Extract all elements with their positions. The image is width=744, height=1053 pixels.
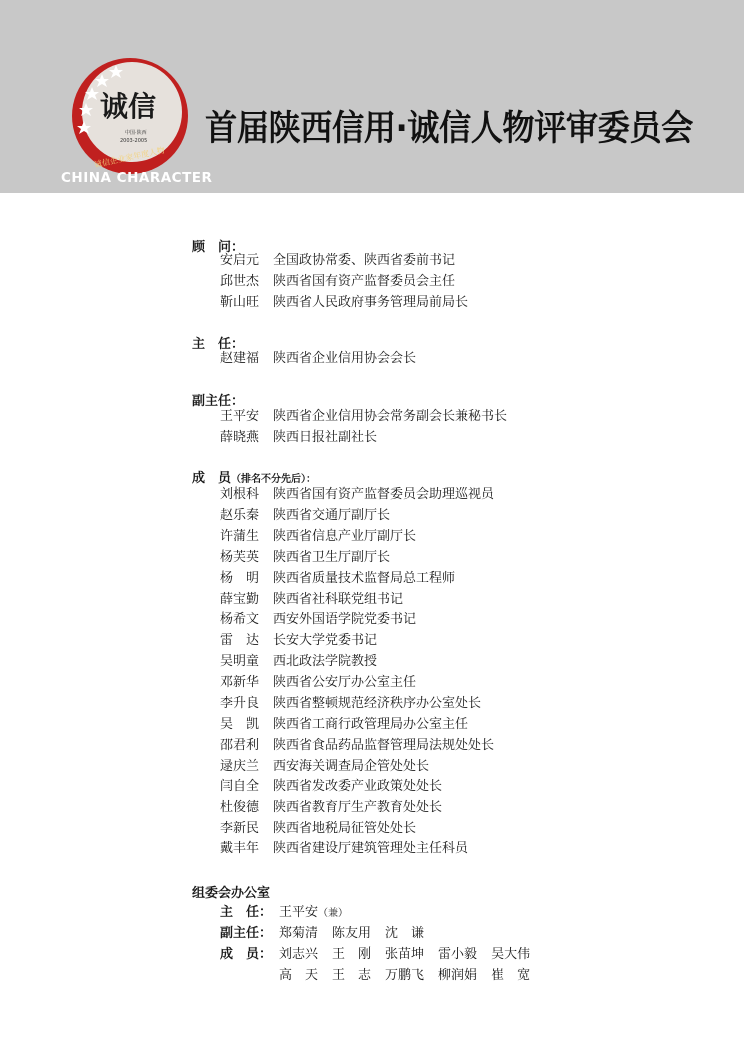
member-title: 西安海关调查局企管处处长 <box>273 759 430 774</box>
member-name: 薛宝勤 <box>220 592 260 607</box>
member-name: 吴 凯 <box>220 717 260 732</box>
member-name: 杨芙英 <box>220 550 260 565</box>
member-title: 西北政法学院教授 <box>273 654 378 669</box>
office-person: 柳润娟 <box>438 968 478 983</box>
list-item <box>220 778 442 796</box>
office-person: 吴大伟 <box>491 947 531 962</box>
member-name: 王平安 <box>220 409 260 424</box>
office-person: 陈友用 <box>332 926 372 941</box>
member-name: 靳山旺 <box>220 295 260 310</box>
office-person: 雷小毅 <box>438 947 478 962</box>
office-role-label: 主 任： <box>220 905 273 920</box>
section-label-advisors: 顾 问： <box>192 240 245 255</box>
member-name: 杜俊德 <box>220 800 260 815</box>
member-name: 逯庆兰 <box>220 759 260 774</box>
member-name: 安启元 <box>220 253 260 268</box>
member-title: 陕西省教育厅生产教育处处长 <box>273 800 443 815</box>
member-title: 陕西省信息产业厅副厅长 <box>273 529 417 544</box>
member-title: 陕西省发改委产业政策处处长 <box>273 779 443 794</box>
member-title: 陕西省工商行政管理局办公室主任 <box>273 717 469 732</box>
list-item <box>220 429 377 447</box>
list-item <box>220 591 403 609</box>
office-director-name: 王平安 <box>279 905 319 920</box>
list-item <box>220 252 455 270</box>
member-title: 陕西省公安厅办公室主任 <box>273 675 417 690</box>
list-item <box>220 716 468 734</box>
member-title: 陕西省国有资产监督委员会助理巡视员 <box>273 487 495 502</box>
member-title: 陕西省社科联党组书记 <box>273 592 404 607</box>
office-person: 张苗坤 <box>385 947 425 962</box>
member-title: 陕西省食品药品监督管理局法规处处长 <box>273 738 495 753</box>
office-person: 崔 宽 <box>491 968 531 983</box>
member-name: 赵乐秦 <box>220 508 260 523</box>
list-item <box>220 294 468 312</box>
member-name: 杨 明 <box>220 571 260 586</box>
member-name: 邓新华 <box>220 675 260 690</box>
office-person: 沈 谦 <box>385 926 425 941</box>
list-item <box>220 632 377 650</box>
logo-caption: CHINA CHARACTER <box>61 170 213 186</box>
member-name: 杨希文 <box>220 612 260 627</box>
list-item <box>220 408 507 426</box>
logo-seal-icon <box>70 56 190 176</box>
member-name: 邵君利 <box>220 738 260 753</box>
office-person: 万鹏飞 <box>385 968 425 983</box>
member-title: 陕西省交通厅副厅长 <box>273 508 391 523</box>
member-title: 陕西省整顿规范经济秩序办公室处长 <box>273 696 482 711</box>
office-person: 高 天 <box>279 968 319 983</box>
office-members-row-2 <box>220 967 544 985</box>
office-person: 王 志 <box>332 968 372 983</box>
logo-arc-text: 诚信企业家年度人物 <box>93 145 166 170</box>
list-item <box>220 820 416 838</box>
member-title: 西安外国语学院党委书记 <box>273 612 417 627</box>
list-item <box>220 653 377 671</box>
logo-small-text-2: 2003-2005 <box>120 138 148 144</box>
member-name: 李升良 <box>220 696 260 711</box>
list-item <box>220 611 416 629</box>
section-label-director: 主 任： <box>192 337 245 352</box>
member-title: 陕西省企业信用协会常务副会长兼秘书长 <box>273 409 508 424</box>
section-label-members <box>192 467 316 486</box>
member-name: 雷 达 <box>220 633 260 648</box>
list-item <box>220 799 442 817</box>
member-title: 陕西省人民政府事务管理局前局长 <box>273 295 469 310</box>
logo-text: 诚信 <box>100 90 157 123</box>
member-title: 陕西日报社副社长 <box>273 430 378 445</box>
member-name: 戴丰年 <box>220 841 260 856</box>
list-item <box>220 570 455 588</box>
member-name: 许蒲生 <box>220 529 260 544</box>
office-role-label: 副主任： <box>220 926 273 941</box>
member-title: 陕西省地税局征管处处长 <box>273 821 417 836</box>
list-item <box>220 840 468 858</box>
member-name: 李新民 <box>220 821 260 836</box>
section-label-office: 组委会办公室 <box>192 886 271 901</box>
header-banner <box>0 0 744 193</box>
list-item <box>220 674 416 692</box>
member-title: 陕西省质量技术监督局总工程师 <box>273 571 456 586</box>
office-role-label: 成 员： <box>220 947 273 962</box>
list-item <box>220 350 416 368</box>
office-director-suffix: （兼） <box>318 908 349 919</box>
member-title: 陕西省卫生厅副厅长 <box>273 550 391 565</box>
section-note: （排名不分先后）： <box>231 474 317 485</box>
office-director-row <box>220 904 348 923</box>
member-name: 邱世杰 <box>220 274 260 289</box>
list-item <box>220 273 455 291</box>
office-person: 刘志兴 <box>279 947 319 962</box>
office-members-row-1 <box>220 946 544 964</box>
member-name: 刘根科 <box>220 487 260 502</box>
member-name: 薛晓燕 <box>220 430 260 445</box>
member-title: 陕西省企业信用协会会长 <box>273 351 417 366</box>
member-title: 陕西省国有资产监督委员会主任 <box>273 274 456 289</box>
list-item <box>220 507 390 525</box>
office-deputy-row <box>220 925 438 943</box>
section-label-members-text: 成 员 <box>192 471 232 486</box>
member-name: 闫自全 <box>220 779 260 794</box>
list-item <box>220 758 429 776</box>
office-person: 王 刚 <box>332 947 372 962</box>
section-label-deputy-director: 副主任： <box>192 394 245 409</box>
page-title: 首届陕西信用·诚信人物评审委员会 <box>205 109 693 149</box>
member-name: 吴明童 <box>220 654 260 669</box>
list-item <box>220 549 390 567</box>
list-item <box>220 695 481 713</box>
member-title: 全国政协常委、陕西省委前书记 <box>273 253 456 268</box>
member-title: 陕西省建设厅建筑管理处主任科员 <box>273 841 469 856</box>
office-person: 郑菊清 <box>279 926 319 941</box>
member-title: 长安大学党委书记 <box>273 633 378 648</box>
list-item <box>220 486 494 504</box>
list-item <box>220 528 416 546</box>
member-name: 赵建福 <box>220 351 260 366</box>
list-item <box>220 737 494 755</box>
logo-small-text-1: 中国·陕西 <box>125 130 147 136</box>
